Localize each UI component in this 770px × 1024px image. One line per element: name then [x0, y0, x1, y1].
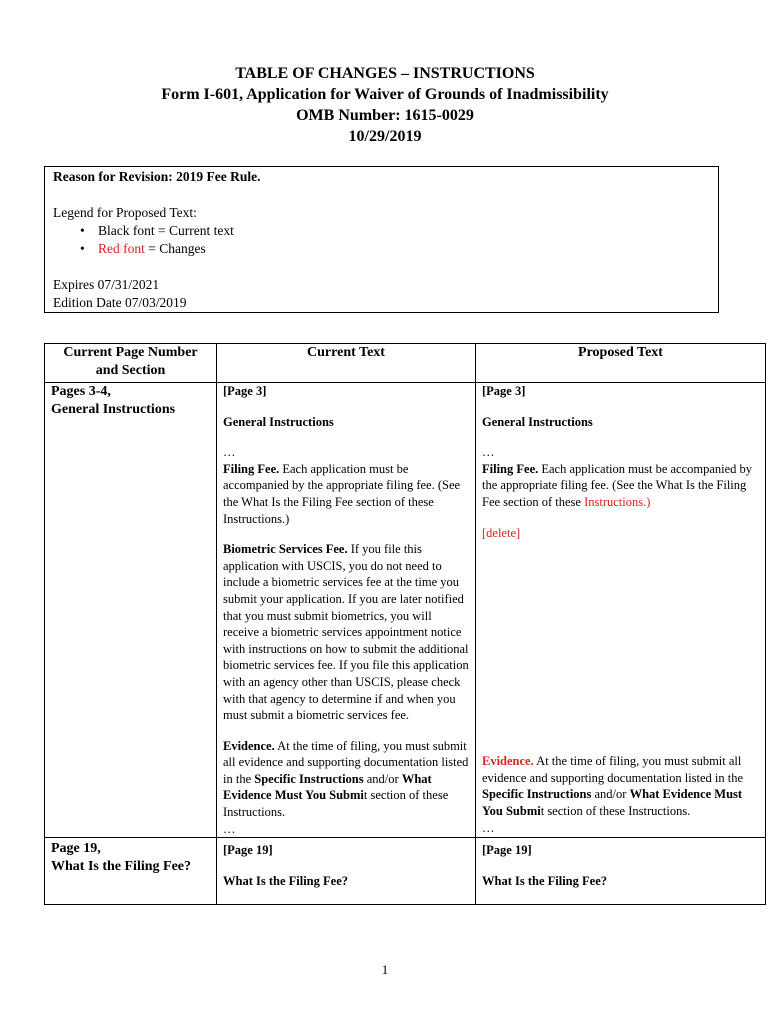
- legend-red-label: Red font: [98, 241, 145, 256]
- title-line-3: OMB Number: 1615-0029: [296, 107, 474, 124]
- section-cell: [45, 838, 217, 905]
- header-proposed-text: Proposed Text: [476, 344, 766, 383]
- section-heading: What Is the Filing Fee?: [482, 873, 607, 888]
- table-header-row: [45, 344, 766, 383]
- header-current-text: Current Text: [217, 344, 476, 383]
- proposed-text-cell: [476, 383, 766, 838]
- title-line-1: TABLE OF CHANGES – INSTRUCTIONS: [235, 65, 535, 82]
- ellipsis: …: [482, 820, 495, 835]
- page-number: 1: [381, 962, 389, 977]
- current-text-cell: [217, 838, 476, 905]
- biometric-fee-paragraph: Biometric Services Fee. If you file this application with USCIS, you do not need to include a biometric services fee at the time you submit your application. If you are later notified that you must submit biometrics, you will receive a biometric services appointment notice with instructions on how to submit the additional biometric services fee. If you file this application with an agency other than USCIS, please check with that agency to determine if and when you must submit a biometric services fee.: [223, 542, 469, 723]
- legend-title: Legend for Proposed Text:: [53, 205, 197, 220]
- ellipsis: …: [482, 445, 495, 460]
- page-ref: [Page 19]: [482, 843, 532, 858]
- ellipsis: …: [223, 445, 236, 460]
- delete-marker: [delete]: [482, 525, 521, 540]
- current-text-cell: [217, 383, 476, 838]
- proposed-text-cell: [476, 838, 766, 905]
- section-line: General Instructions: [51, 402, 176, 417]
- legend-list: [53, 222, 710, 258]
- filing-fee-paragraph: Filing Fee. Each application must be accompanied by the appropriate filing fee. (See the What Is the Filing Fee section of these Instructions.): [482, 461, 753, 509]
- page-ref: [Page 3]: [482, 384, 526, 398]
- table-row: [45, 383, 766, 838]
- title-line-4: 10/29/2019: [348, 128, 422, 145]
- legend-item-black: [98, 222, 710, 240]
- title-line-2: Form I-601, Application for Waiver of Grounds of Inadmissibility: [161, 86, 609, 103]
- evidence-paragraph: Evidence. At the time of filing, you must submit all evidence and supporting documentation listed in the Specific Instructions and/or What Evidence Must You Submit section of these Instructions.: [223, 738, 469, 820]
- evidence-paragraph: Evidence. At the time of filing, you must submit all evidence and supporting documentation listed in the Specific Instructions and/or What Evidence Must You Submit section of these Instructions.: [482, 754, 744, 818]
- revision-info-box: [44, 166, 719, 313]
- section-heading: General Instructions: [482, 414, 593, 429]
- legend-item-red: [98, 240, 710, 258]
- section-heading: General Instructions: [223, 414, 334, 429]
- header-section: Current Page Number and Section: [45, 344, 217, 383]
- section-line: Pages 3-4,: [51, 384, 111, 399]
- section-cell: [45, 383, 217, 838]
- edition-date: Edition Date 07/03/2019: [53, 295, 187, 310]
- legend-black-text: Black font = Current text: [98, 223, 234, 238]
- revision-reason: Reason for Revision: 2019 Fee Rule.: [53, 169, 261, 184]
- filing-fee-paragraph: Filing Fee. Each application must be accompanied by the appropriate filing fee. (See the What Is the Filing Fee section of these Instructions.): [223, 461, 461, 526]
- changes-table: [44, 343, 766, 905]
- section-line: Page 19,: [51, 841, 101, 857]
- document-title: [0, 63, 770, 147]
- expires-date: Expires 07/31/2021: [53, 277, 160, 292]
- ellipsis: …: [223, 821, 236, 836]
- section-line: What Is the Filing Fee?: [51, 859, 191, 875]
- legend-red-suffix: = Changes: [144, 241, 206, 256]
- section-heading: What Is the Filing Fee?: [223, 873, 348, 888]
- page-ref: [Page 3]: [223, 384, 267, 398]
- page-ref: [Page 19]: [223, 843, 273, 858]
- table-row: [45, 838, 766, 905]
